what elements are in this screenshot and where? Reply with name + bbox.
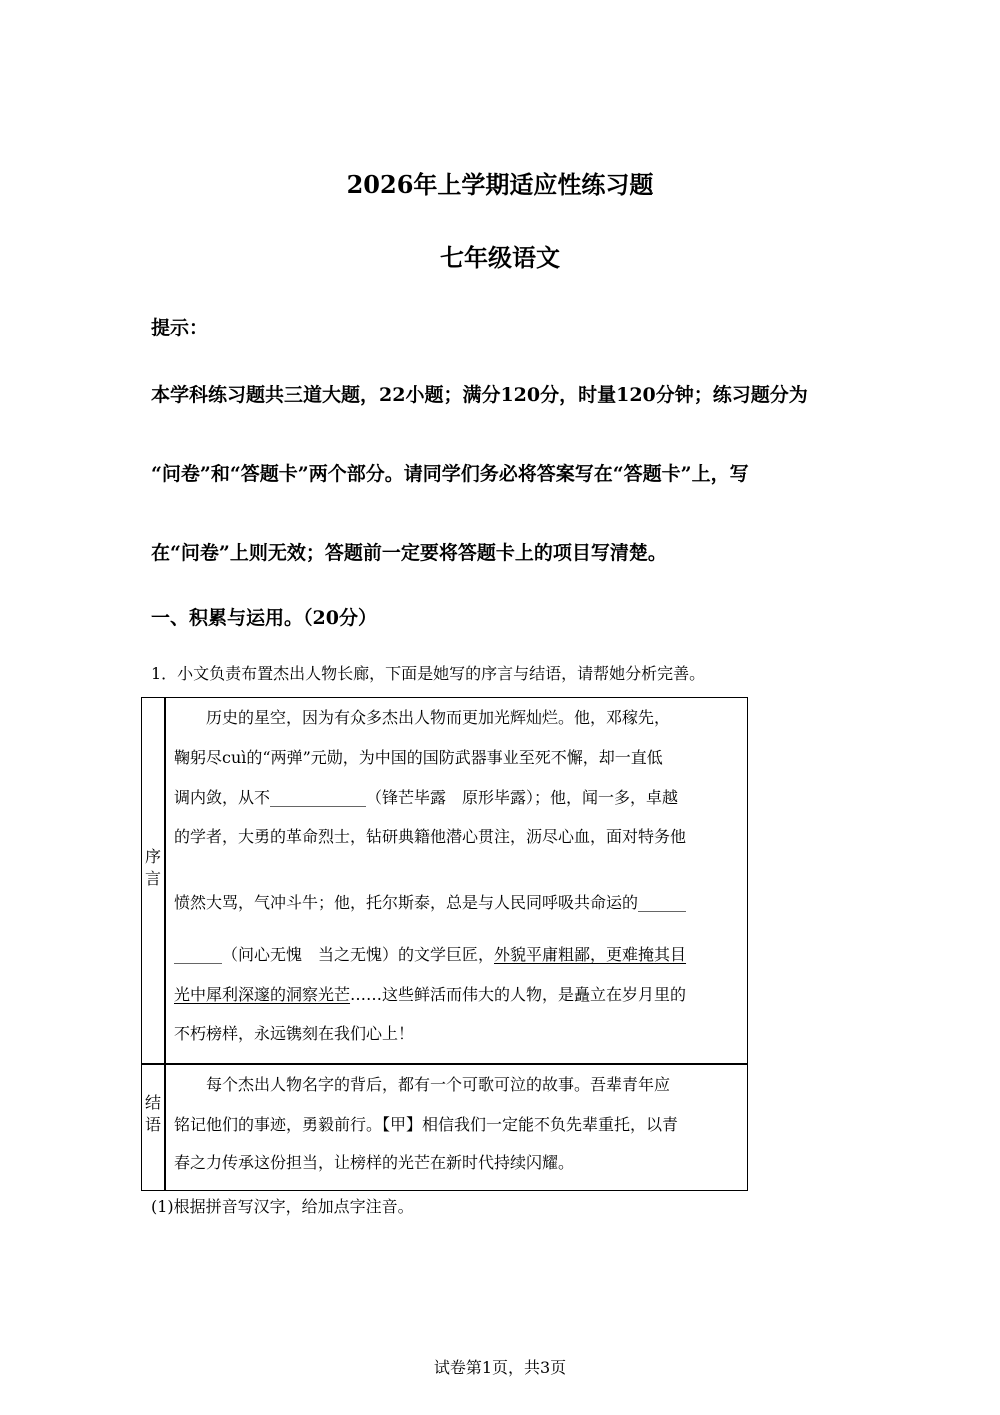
- underlined-phrase: 外貌平庸粗鄙，更难掩其目: [494, 945, 687, 964]
- preface-label-char: 言: [144, 869, 161, 888]
- preface-text: ……这些鲜活而伟大的人物，是矗立在岁月里的: [350, 985, 687, 1004]
- conclusion-line: 春之力传承这份担当，让榜样的光芒在新时代持续闪耀。: [174, 1153, 575, 1172]
- conclusion-label: [142, 1092, 164, 1136]
- tips-line: “问卷”和“答题卡”两个部分。请同学们务必将答案写在“答题卡”上，写: [151, 463, 749, 485]
- preface-label: [142, 846, 164, 890]
- table-divider-vertical: [164, 698, 166, 1190]
- preface-line: 不朽榜样，永远镌刻在我们心上！: [174, 1024, 415, 1043]
- exam-title: 2026年上学期适应性练习题: [346, 170, 654, 199]
- tips-line: 在“问卷”上则无效；答题前一定要将答题卡上的项目写清楚。: [151, 542, 667, 564]
- tips-line: 本学科练习题共三道大题，22小题；满分120分，时量120分钟；练习题分为: [151, 384, 808, 406]
- sub-question: (1)根据拼音写汉字，给加点字注音。: [151, 1197, 414, 1216]
- preface-line: 历史的星空，因为有众多杰出人物而更加光辉灿烂。他，邓稼先，: [174, 708, 671, 727]
- conclusion-label-char: 语: [144, 1115, 161, 1134]
- page-footer: 试卷第1页，共3页: [433, 1358, 567, 1377]
- preface-line: 愤然大骂，气冲斗牛；他，托尔斯泰，总是与人民同呼吸共命运的______: [174, 893, 687, 912]
- preface-line: 的学者，大勇的革命烈士，钻研典籍他潜心贯注，沥尽心血，面对特务他: [174, 827, 687, 846]
- underlined-phrase: 光中犀利深邃的洞察光芒: [174, 985, 351, 1004]
- preface-label-char: 序: [144, 847, 161, 866]
- conclusion-line: 每个杰出人物名字的背后，都有一个可歌可泣的故事。吾辈青年应: [174, 1075, 671, 1094]
- question-prompt: 1．小文负责布置杰出人物长廊，下面是她写的序言与结语，请帮她分析完善。: [151, 664, 706, 683]
- conclusion-label-char: 结: [144, 1093, 161, 1112]
- exam-subtitle: 七年级语文: [440, 243, 560, 272]
- conclusion-line: 铭记他们的事迹，勇毅前行。【甲】相信我们一定能不负先辈重托，以青: [174, 1115, 679, 1134]
- preface-line: [174, 984, 686, 1006]
- preface-line: [174, 944, 686, 966]
- preface-line: 调内敛，从不____________（锋芒毕露 原形毕露）；他，闻一多，卓越: [174, 788, 679, 807]
- section-heading: 一、积累与运用。（20分）: [151, 607, 377, 629]
- passage-table: [141, 697, 748, 1191]
- preface-line: 鞠躬尽cuì的“两弹”元勋，为中国的国防武器事业至死不懈，却一直低: [174, 748, 663, 767]
- preface-text: ______（问心无愧 当之无愧）的文学巨匠，: [174, 945, 495, 964]
- tips-label: 提示：: [151, 317, 209, 339]
- table-divider-horizontal: [142, 1063, 747, 1065]
